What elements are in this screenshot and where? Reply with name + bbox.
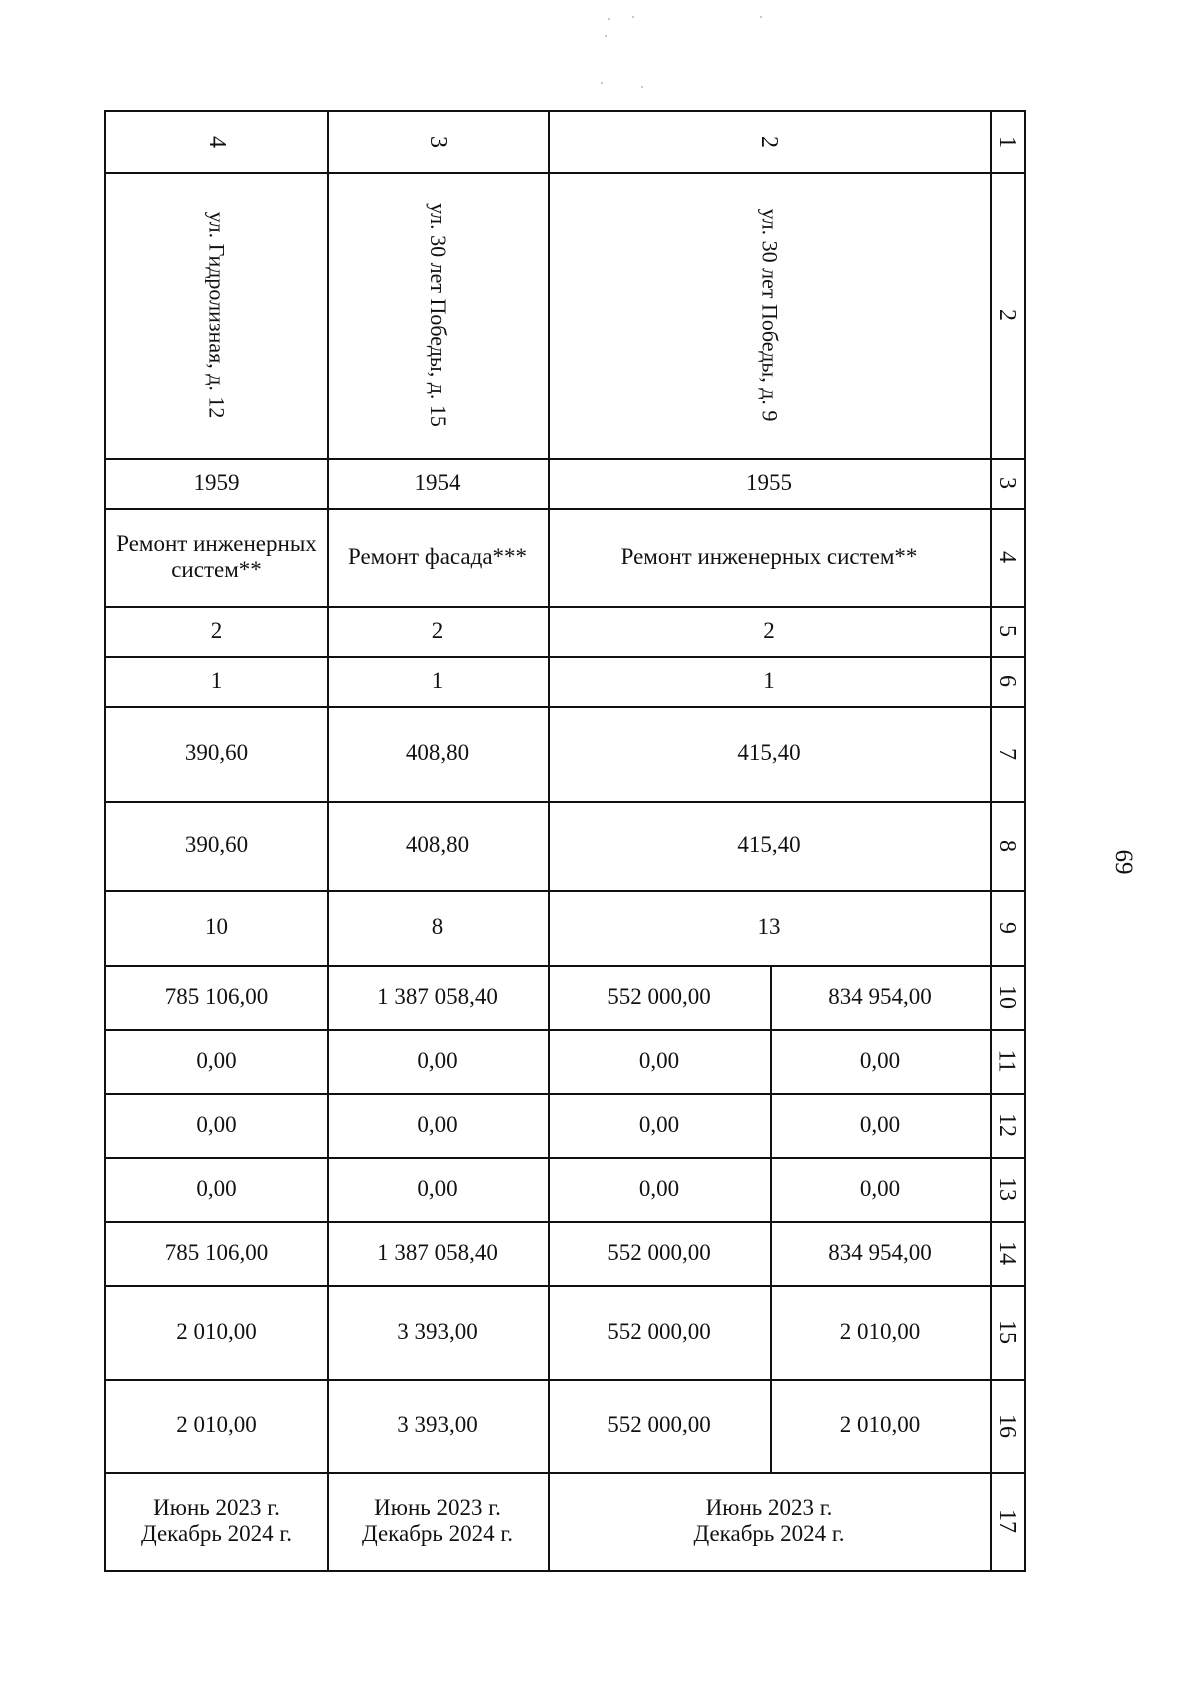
address-text: ул. 30 лет Победы, д. 15 [425,203,451,427]
rotated-repair-table [104,110,1026,1572]
column-number-cell [990,458,1024,508]
column-number-text: 9 [994,921,1020,934]
scan-mark [605,35,607,37]
column-number-text: 12 [994,1113,1020,1137]
address-cell [106,172,327,458]
table-cell: 834 954,00 [828,1239,932,1265]
address-cell [548,172,990,458]
column-number-cell [990,656,1024,706]
column-number-cell [990,965,1024,1029]
table-cell: 785 106,00 [164,1239,269,1265]
column-number-text: 1 [994,136,1020,148]
table-cell: 2 010,00 [176,1412,257,1438]
column-number-text: 17 [994,1509,1020,1533]
scan-mark [608,18,610,20]
table-cell: 0,00 [196,1175,237,1201]
column-number-cell [990,1379,1024,1472]
table-cell: 2 [431,617,444,643]
column-number-text: 7 [994,747,1020,760]
table-cell: 3 393,00 [397,1318,478,1344]
table-cell: 1 [763,667,775,693]
table-cell: 13 [757,914,781,940]
column-number-cell [990,1157,1024,1221]
column-number-cell [990,1285,1024,1379]
column-number-cell [990,1221,1024,1285]
column-number-cell [990,706,1024,801]
table-cell: 1 387 058,40 [377,1239,498,1265]
table-cell: 415,40 [737,740,801,766]
table-cell: 0,00 [417,1111,458,1137]
column-group-number [327,112,548,172]
scan-mark [601,82,603,84]
column-group-number-text: 4 [203,136,230,148]
table-cell: 552 000,00 [607,1318,711,1344]
date-range-cell: Июнь 2023 г. Декабрь 2024 г. [693,1494,845,1546]
column-number-text: 13 [994,1177,1020,1201]
work-type-cell: Ремонт инженерных систем** [620,543,918,569]
column-group-number-text: 3 [424,136,451,148]
column-number-cell [990,172,1024,458]
year-cell: 1959 [193,469,240,495]
column-number-text: 5 [994,625,1020,637]
table-cell: 1 [210,667,223,693]
column-number-cell [990,1472,1024,1570]
table-cell: 2 [210,617,223,643]
table-cell: 0,00 [859,1175,901,1201]
column-group-number [548,112,990,172]
table-cell: 1 [431,667,444,693]
table-cell: 408,80 [405,832,470,858]
table-cell: 552 000,00 [607,1412,711,1438]
table-cell: 408,80 [405,740,470,766]
column-number-cell [990,1093,1024,1157]
work-type-cell: Ремонт фасада*** [347,543,528,569]
column-number-cell [990,890,1024,965]
column-number-text: 4 [994,551,1020,563]
year-cell: 1955 [746,469,792,495]
table-cell: 0,00 [638,1175,680,1201]
column-number-cell [990,112,1024,172]
table-cell: 552 000,00 [607,983,711,1009]
table-cell: 0,00 [417,1047,458,1073]
table-cell: 2 [763,617,775,643]
table-cell: 10 [205,914,228,940]
table-cell: 2 010,00 [839,1318,921,1344]
column-number-text: 16 [994,1413,1020,1438]
table-cell: 0,00 [859,1111,901,1137]
scan-mark [632,16,634,18]
date-range-cell: Июнь 2023 г. Декабрь 2024 г. [141,1494,292,1546]
work-type-cell: Ремонт инженерных систем** [116,530,317,582]
table-cell: 0,00 [196,1047,237,1073]
table-cell: 0,00 [859,1047,901,1073]
column-number-text: 2 [994,309,1020,321]
column-number-text: 3 [994,477,1020,489]
column-number-text: 11 [993,1049,1020,1073]
table-cell: 390,60 [184,740,249,766]
table-cell: 785 106,00 [164,983,269,1009]
column-number-text: 14 [994,1241,1020,1265]
column-number-text: 10 [994,985,1020,1009]
page-number: 69 [1110,849,1137,875]
table-cell: 0,00 [638,1047,680,1073]
scan-mark [641,86,643,88]
table-cell: 3 393,00 [397,1412,478,1438]
table-cell: 0,00 [196,1111,237,1137]
table-cell: 8 [431,914,444,940]
year-cell: 1954 [414,469,461,495]
scan-mark [760,16,762,18]
table-cell: 2 010,00 [176,1318,257,1344]
column-group-number [106,112,327,172]
address-text: ул. Гидролизная, д. 12 [204,211,230,419]
address-text: ул. 30 лет Победы, д. 9 [757,208,782,422]
table-cell: 415,40 [737,832,801,858]
table-cell: 2 010,00 [839,1412,921,1438]
address-cell [327,172,548,458]
column-number-cell [990,1029,1024,1093]
table-cell: 834 954,00 [828,983,932,1009]
column-group-number-text: 2 [756,136,782,148]
column-number-cell [990,801,1024,890]
date-range-cell: Июнь 2023 г. Декабрь 2024 г. [362,1494,513,1546]
column-number-text: 6 [994,675,1020,687]
column-number-text: 15 [994,1320,1020,1344]
table-cell: 1 387 058,40 [377,983,498,1009]
column-number-cell [990,606,1024,656]
table-cell: 552 000,00 [607,1239,711,1265]
table-cell: 0,00 [417,1175,458,1201]
table-cell: 0,00 [638,1111,680,1137]
column-number-text: 8 [994,839,1020,852]
table-cell: 390,60 [184,832,249,858]
column-number-cell [990,508,1024,606]
